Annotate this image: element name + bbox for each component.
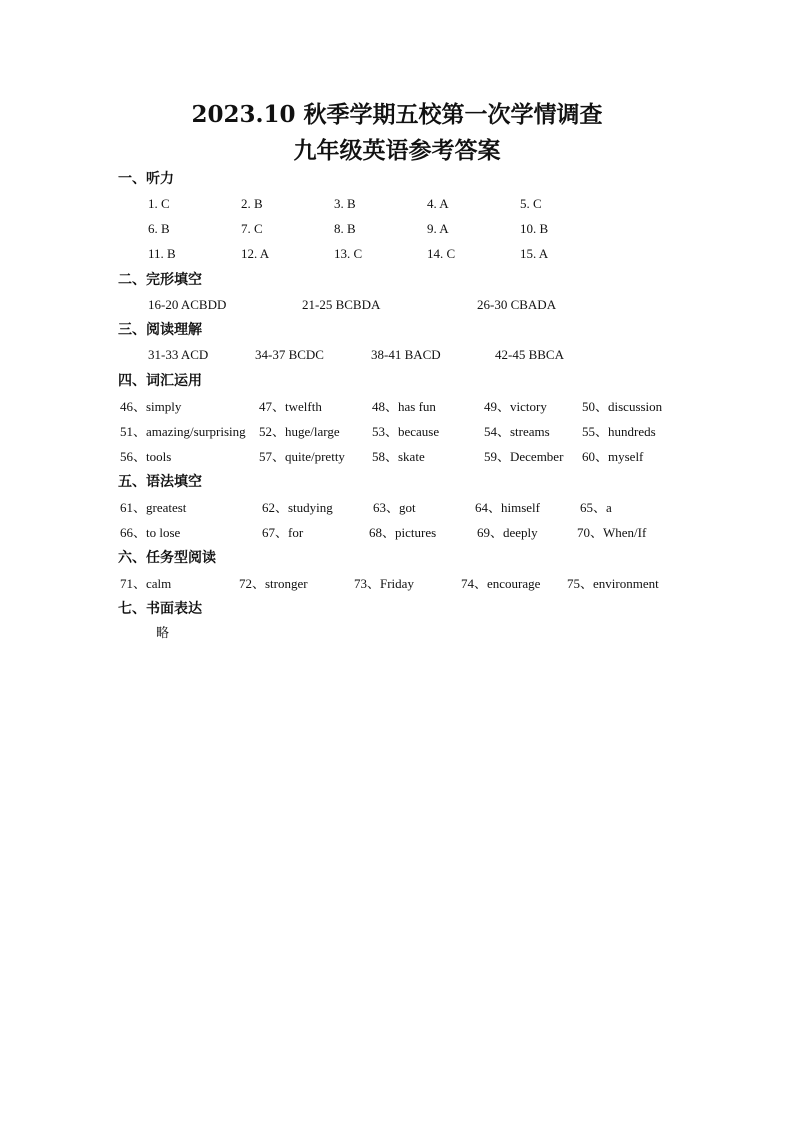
answer-row — [0, 220, 794, 238]
answer-cell: 14. C — [427, 246, 456, 261]
answer-cell: 1. C — [148, 196, 170, 211]
answer-row — [0, 245, 794, 263]
answer-cell: 60、myself — [582, 449, 644, 464]
answer-cell: 10. B — [520, 221, 549, 236]
answer-cell: 16-20 ACBDD — [148, 297, 227, 312]
answer-cell: 67、for — [262, 525, 304, 540]
answer-cell: 74、encourage — [461, 576, 541, 591]
answer-row — [0, 423, 794, 441]
section-heading-reading: 三、阅读理解 — [118, 322, 202, 338]
answer-cell: 72、stronger — [239, 576, 308, 591]
answer-cell: 63、got — [373, 500, 416, 515]
answer-cell: 56、tools — [120, 449, 172, 464]
answer-cell: 4. A — [427, 196, 449, 211]
section-heading-cloze: 二、完形填空 — [118, 272, 202, 288]
document-subtitle: 九年级英语参考答案 — [293, 137, 501, 164]
answer-row — [0, 346, 794, 364]
answer-cell: 57、quite/pretty — [259, 449, 345, 464]
answer-cell: 51、amazing/surprising — [120, 424, 246, 439]
answer-cell: 21-25 BCBDA — [302, 297, 381, 312]
answer-row — [0, 448, 794, 466]
answer-cell: 62、studying — [262, 500, 333, 515]
answer-row — [0, 524, 794, 542]
section-heading-grammar: 五、语法填空 — [118, 474, 202, 490]
answer-cell: 66、to lose — [120, 525, 181, 540]
answer-cell: 68、pictures — [369, 525, 437, 540]
section-heading-vocabulary: 四、词汇运用 — [118, 373, 202, 389]
answer-row — [0, 398, 794, 416]
answer-cell: 9. A — [427, 221, 449, 236]
answer-cell: 70、When/If — [577, 525, 647, 540]
answer-cell: 55、hundreds — [582, 424, 656, 439]
answer-cell: 5. C — [520, 196, 542, 211]
answer-cell: 2. B — [241, 196, 263, 211]
answer-cell: 73、Friday — [354, 576, 414, 591]
answer-cell: 42-45 BBCA — [495, 347, 564, 362]
answer-cell: 47、twelfth — [259, 399, 322, 414]
answer-row — [0, 499, 794, 517]
answer-cell: 12. A — [241, 246, 270, 261]
writing-note: 略 — [156, 626, 170, 641]
answer-cell: 53、because — [372, 424, 440, 439]
answer-cell: 13. C — [334, 246, 363, 261]
answer-cell: 46、simply — [120, 399, 182, 414]
answer-cell: 54、streams — [484, 424, 550, 439]
answer-cell: 50、discussion — [582, 399, 663, 414]
answer-cell: 64、himself — [475, 500, 540, 515]
answer-cell: 59、December — [484, 449, 564, 464]
answer-cell: 69、deeply — [477, 525, 538, 540]
answer-cell: 7. C — [241, 221, 263, 236]
answer-cell: 31-33 ACD — [148, 347, 209, 362]
answer-cell: 15. A — [520, 246, 549, 261]
answer-row — [0, 296, 794, 314]
answer-cell: 3. B — [334, 196, 356, 211]
answer-cell: 52、huge/large — [259, 424, 340, 439]
answer-cell: 65、a — [580, 500, 612, 515]
section-heading-listening: 一、听力 — [118, 171, 174, 187]
answer-cell: 58、skate — [372, 449, 425, 464]
answer-cell: 11. B — [148, 246, 176, 261]
answer-cell: 26-30 CBADA — [477, 297, 557, 312]
document-title: 2023.10 秋季学期五校第一次学情调查 — [191, 101, 603, 128]
answer-cell: 61、greatest — [120, 500, 187, 515]
answer-cell: 49、victory — [484, 399, 547, 414]
answer-cell: 75、environment — [567, 576, 659, 591]
answer-cell: 34-37 BCDC — [255, 347, 324, 362]
answer-cell: 8. B — [334, 221, 356, 236]
answer-cell: 6. B — [148, 221, 170, 236]
answer-row — [0, 195, 794, 213]
answer-row — [0, 575, 794, 593]
answer-cell: 38-41 BACD — [371, 347, 441, 362]
section-heading-task-reading: 六、任务型阅读 — [118, 550, 216, 566]
section-heading-writing: 七、书面表达 — [118, 601, 202, 617]
answer-cell: 48、has fun — [372, 399, 436, 414]
answer-cell: 71、calm — [120, 576, 172, 591]
